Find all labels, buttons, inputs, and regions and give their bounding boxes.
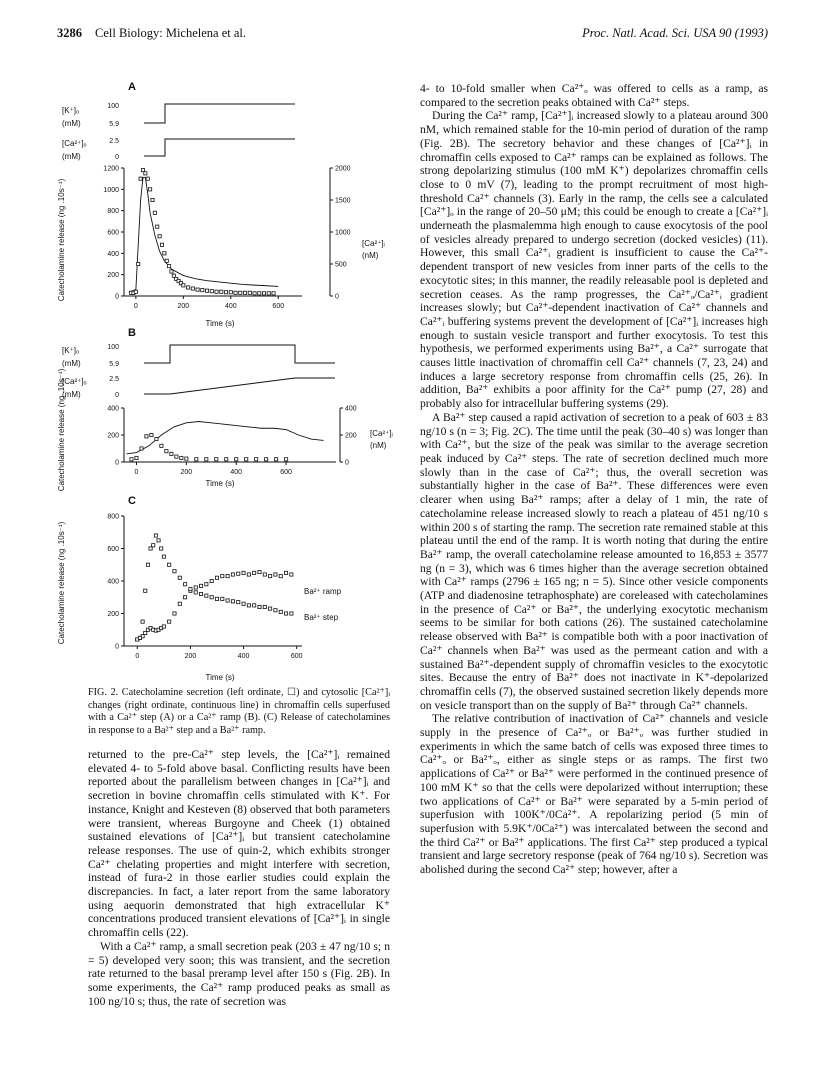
data-point: [210, 290, 213, 293]
data-point: [205, 583, 208, 586]
data-point: [156, 225, 159, 228]
xlabel-c: Time (s): [205, 673, 235, 682]
data-point: [196, 288, 199, 291]
data-point: [163, 252, 166, 255]
page-number: 3286: [57, 26, 82, 40]
data-point: [170, 270, 173, 273]
data-point: [284, 612, 287, 615]
x-tick-label: 0: [134, 469, 139, 476]
ylabel-c: Catecholamine release (ng .10s⁻¹): [57, 521, 66, 645]
y-tick-label: 0: [115, 459, 119, 467]
data-point: [144, 172, 147, 175]
k-low-a: 5.9: [109, 121, 119, 128]
right-paragraph-3: A Ba²⁺ step caused a rapid activation of secretion to a peak of 603 ± 83 ng/10 s (n = 3; Fig. 2C). The time until the peak (30–40 s) was longer than with Ca²⁺, but the size of the peak was similar to the average secretion peak induced by Ca²⁺ steps. The rate of secretion declined much more slowly than in the case of Ca²⁺; thus, the overall secretion was substantially higher in the case of Ba²⁺. These differences were even clearer when using Ba²⁺ ramps; after a delay of 1 min, the rate of catecholamine release increased slowly to reach a plateau of 451 ng/10 s within 200 s of starting the ramp. The secretion rate remained stable at this plateau until the end of the ramp. It is worth noting that during the entire Ba²⁺ ramp, the overall catecholamine release amounted to 16,853 ± 3577 ng (n = 3), which was 6 times higher than the average secretion obtained with Ca²⁺ ramps (2796 ± 165 ng; n = 5). Since other vesicle components (ATP and diadenosine tetraphosphate) are coreleased with catecholamines in the presence of Ca²⁺ or Ba²⁺, the underlying exocytotic mechanism seems to be similar for both cations (26). The sustained catecholamine release observed with Ba²⁺ is compatible both with a poor inactivation of Ca²⁺ channels when Ba²⁺ was used as the permeant cation and with a sustained Ba²⁺-dependent supply of chromaffin vesicles to the exocytotic sites. Because the entry of Ba²⁺ does not inactivate in K⁺-depolarized chromaffin cells (7), the observed sustained secretion likely depends more on vesicle transport than on the supply of Ba²⁺ through Ca²⁺ channels.: [420, 410, 768, 712]
ca-unit-b: (mM): [62, 390, 81, 399]
data-point: [165, 450, 168, 453]
x-tick-label: 400: [237, 653, 250, 660]
data-point: [247, 604, 250, 607]
y-tick-label: 800: [107, 208, 119, 216]
y2-tick-label: 0: [345, 459, 349, 467]
data-point: [237, 572, 240, 575]
figure-2: [40, 68, 410, 682]
y2label-b: [Ca²⁺]ᵢ: [370, 429, 393, 438]
calcium-trace-line: [129, 178, 279, 293]
data-point: [168, 563, 171, 566]
data-point: [199, 584, 202, 587]
data-point: [194, 586, 197, 589]
data-point: [269, 607, 272, 610]
data-point: [184, 596, 187, 599]
data-point: [215, 458, 218, 461]
data-point: [130, 458, 133, 461]
data-point: [141, 620, 144, 623]
x-tick-label: 600: [290, 653, 303, 660]
data-point: [186, 286, 189, 289]
k-trace-b: [144, 345, 335, 363]
data-point: [145, 435, 148, 438]
ca-low-a: 0: [115, 154, 119, 161]
data-point: [272, 292, 275, 295]
data-point: [205, 458, 208, 461]
data-point: [168, 620, 171, 623]
y2unit-b: (nM): [370, 441, 387, 450]
data-point: [146, 177, 149, 180]
data-point: [138, 636, 141, 639]
data-point: [149, 188, 152, 191]
data-point: [245, 458, 248, 461]
data-point: [247, 573, 250, 576]
data-point: [149, 547, 152, 550]
data-point: [157, 539, 160, 542]
data-point: [137, 262, 140, 265]
data-point: [182, 284, 185, 287]
data-point: [199, 592, 202, 595]
left-column: [88, 748, 390, 1008]
data-point: [162, 555, 165, 558]
data-point: [285, 458, 288, 461]
data-point: [279, 610, 282, 613]
data-point: [234, 291, 237, 294]
y2-tick-label: 500: [335, 261, 347, 269]
right-paragraph-1: 4- to 10-fold smaller when Ca²⁺ₒ was offered to cells as a ramp, as compared to the secretion peaks obtained with Ca²⁺ steps.: [420, 82, 768, 109]
data-point: [152, 544, 155, 547]
data-point: [150, 433, 153, 436]
y2-tick-label: 200: [345, 432, 357, 440]
ylabel-b: Catecholamine release (ng .10s⁻¹): [57, 368, 66, 492]
x-tick-label: 0: [133, 303, 138, 310]
data-point: [151, 198, 154, 201]
panel-label-c: C: [128, 495, 136, 507]
x-tick-label: 0: [135, 653, 140, 660]
k-low-b: 5.9: [109, 361, 119, 368]
data-point: [185, 457, 188, 460]
y-tick-label: 400: [107, 250, 119, 258]
data-point: [248, 291, 251, 294]
y-tick-label: 0: [115, 643, 119, 651]
data-point: [184, 583, 187, 586]
data-point: [173, 570, 176, 573]
y-tick-label: 200: [107, 432, 119, 440]
data-point: [242, 602, 245, 605]
data-point: [210, 579, 213, 582]
x-tick-label: 600: [280, 469, 292, 476]
data-point: [195, 458, 198, 461]
data-point: [255, 458, 258, 461]
data-point: [153, 211, 156, 214]
data-point: [201, 289, 204, 292]
data-point: [135, 456, 138, 459]
data-point: [175, 455, 178, 458]
data-point: [155, 437, 158, 440]
data-point: [243, 291, 246, 294]
data-point: [205, 289, 208, 292]
ca-high-b: 2.5: [109, 376, 119, 383]
data-point: [134, 290, 137, 293]
data-point: [178, 576, 181, 579]
data-point: [170, 452, 173, 455]
y2-tick-label: 1500: [335, 197, 351, 205]
k-label-b: [K⁺]ₒ: [62, 346, 80, 355]
data-point: [231, 573, 234, 576]
data-point: [189, 588, 192, 591]
y-tick-label: 0: [115, 293, 119, 301]
data-point: [284, 571, 287, 574]
data-point: [141, 169, 144, 172]
data-point: [139, 177, 142, 180]
data-point: [220, 290, 223, 293]
y-tick-label: 800: [107, 513, 119, 521]
y2-tick-label: 0: [335, 293, 339, 301]
panel-label-a: A: [128, 81, 136, 93]
data-point: [235, 458, 238, 461]
figure-caption: FIG. 2. Catecholamine secretion (left ordinate, ☐) and cytosolic [Ca²⁺]ᵢ changes (right ordinate, continuous line) in chromaffin cells superfused with a Ca²⁺ step (A) or a Ca²⁺ ramp (B). (C) Release of catecholamines in response to a Ba²⁺ step and a Ba²⁺ ramp.: [88, 687, 390, 736]
ca-high-a: 2.5: [109, 138, 119, 145]
data-point: [215, 290, 218, 293]
ca-unit-a: (mM): [62, 152, 81, 161]
y-tick-label: 400: [107, 405, 119, 413]
data-point: [253, 292, 256, 295]
y-tick-label: 200: [107, 611, 119, 618]
k-unit-a: (mM): [62, 119, 81, 128]
xlabel-b: Time (s): [205, 479, 235, 488]
data-point: [263, 605, 266, 608]
data-point: [253, 604, 256, 607]
data-point: [258, 605, 261, 608]
data-point: [221, 575, 224, 578]
y-tick-label: 1200: [103, 165, 119, 173]
k-trace-a: [144, 104, 295, 123]
x-tick-label: 200: [180, 469, 193, 476]
x-tick-label: 600: [272, 303, 285, 310]
data-point: [191, 287, 194, 290]
left-paragraph-2: With a Ca²⁺ ramp, a small secretion peak (203 ± 47 ng/10 s; n = 5) developed very soon; this was transient, and the secretion rate returned to the basal preramp level after 150 s (Fig. 2B). In some experiments, the Ca²⁺ ramp produced peaks as small as 100 ng/10 s; thus, the rate of secretion was: [88, 939, 390, 1008]
plot-a: [103, 166, 350, 311]
data-point: [239, 291, 242, 294]
y-tick-label: 400: [107, 578, 119, 586]
x-tick-label: 400: [224, 303, 237, 310]
y2unit-a: (nM): [362, 251, 379, 260]
data-point: [160, 547, 163, 550]
data-point: [215, 576, 218, 579]
data-point: [158, 235, 161, 238]
data-point: [226, 575, 229, 578]
data-point: [290, 573, 293, 576]
data-point: [258, 292, 261, 295]
data-point: [231, 600, 234, 603]
ca-label-b: [Ca²⁺]ₒ: [62, 377, 87, 386]
data-point: [160, 243, 163, 246]
right-paragraph-2: During the Ca²⁺ ramp, [Ca²⁺]ᵢ increased slowly to a plateau around 300 nM, which remained stable for the 10-min period of duration of the ramp (Fig. 2B). The secretory behavior and these changes of [Ca²⁺]ᵢ in chromaffin cells exposed to Ca²⁺ ramps can be explained as follows. The strong depolarizing stimulus (100 mM K⁺) depolarizes chromaffin cells close to 0 mV (7), leading to the prompt recruitment of most high-threshold Ca²⁺ channels (3). Early in the ramp, the cells see a calculated [Ca²⁺]ₒ in the range of 20–50 μM; this could be enough to create a [Ca²⁺]ᵢ underneath the plasmalemma high enough to cause exocytosis of the pool of vesicles already prepared to undergo secretion (docked vesicles) (11). However, this small Ca²⁺ᵢ gradient is insufficient to cause the Ca²⁺-dependent transport of new vesicles from inner parts of the cells to the exocytotic sites; in this manner, the readily releasable pool is depleted and secretion ceases. As the ramp progresses, the Ca²⁺ₒ/Ca²⁺ᵢ gradient increases slowly; but Ca²⁺-dependent inactivation of Ca²⁺ channels and Ca²⁺ᵢ buffering systems prevent the development of [Ca²⁺]ᵢ increases high enough to sustain vesicle transport and further exocytosis. To test this hypothesis, we performed experiments using Ba²⁺, a Ca²⁺ surrogate that causes little inactivation of chromaffin cell Ca²⁺ channels (7, 23, 24) and induces a large secretory response from chromaffin cells (25, 26). In addition, Ba²⁺ exhibits a poor affinity for the Ca²⁺ pump (27, 28) and probably also for intracellular buffering systems (29).: [420, 109, 768, 411]
data-point: [167, 265, 170, 268]
data-point: [263, 573, 266, 576]
k-label-a: [K⁺]ₒ: [62, 106, 80, 115]
data-point: [165, 259, 168, 262]
data-point: [237, 601, 240, 604]
data-point: [180, 456, 183, 459]
label-ba-ramp: Ba²⁺ ramp: [304, 587, 342, 596]
data-point: [275, 458, 278, 461]
data-point: [215, 597, 218, 600]
data-point: [146, 563, 149, 566]
plot-b: [107, 406, 356, 477]
data-point: [290, 612, 293, 615]
data-point: [242, 571, 245, 574]
x-tick-label: 200: [177, 303, 190, 310]
data-point: [205, 594, 208, 597]
ylabel-a: Catecholamine release (ng .10s⁻¹): [57, 178, 66, 302]
data-point: [210, 596, 213, 599]
ca-low-b: 0: [115, 392, 119, 399]
xlabel-a: Time (s): [205, 319, 235, 328]
data-point: [258, 570, 261, 573]
data-point: [274, 573, 277, 576]
data-point: [267, 292, 270, 295]
data-point: [221, 597, 224, 600]
data-point: [178, 602, 181, 605]
data-point: [144, 589, 147, 592]
y2-tick-label: 400: [345, 405, 357, 413]
data-point: [162, 625, 165, 628]
data-point: [194, 591, 197, 594]
data-point: [262, 292, 265, 295]
data-point: [144, 631, 147, 634]
data-point: [224, 291, 227, 294]
data-point: [160, 444, 163, 447]
k-unit-b: (mM): [62, 359, 81, 368]
journal-citation: Proc. Natl. Acad. Sci. USA 90 (1993): [582, 26, 768, 40]
data-point: [226, 599, 229, 602]
y2label-a: [Ca²⁺]ᵢ: [362, 239, 385, 248]
x-tick-label: 200: [184, 653, 197, 660]
data-point: [140, 447, 143, 450]
ca-label-a: [Ca²⁺]ₒ: [62, 139, 87, 148]
data-point: [279, 575, 282, 578]
data-point: [154, 534, 157, 537]
panel-label-b: B: [128, 327, 136, 339]
data-point: [265, 458, 268, 461]
y-tick-label: 200: [107, 272, 119, 280]
data-point: [269, 575, 272, 578]
right-paragraph-4: The relative contribution of inactivation of Ca²⁺ channels and vesicle supply in the presence of Ca²⁺ₒ or Ba²⁺ₒ was further studied in experiments in which the same batch of cells was exposed three times to Ca²⁺ₒ or Ba²⁺ₒ, either as single steps or as ramps. The first two applications of Ca²⁺ or Ba²⁺ were performed in the continued presence of 100 mM K⁺ so that the cells were depolarized without interruption; these two applications of Ca²⁺ or Ba²⁺ were separated by a 5-min period of superfusion with 100K⁺/0Ca²⁺. A repolarizing period (5 min of superfusion with 5.9K⁺/0Ca²⁺) was intercalated between the second and the third Ca²⁺ or Ba²⁺ applications. The first Ca²⁺ step produced a typical transient and large secretory response (peak of 764 ng/10 s). Secretion was abolished during the second Ca²⁺ step; however, after a: [420, 712, 768, 877]
y2-tick-label: 1000: [335, 229, 351, 237]
data-point: [225, 458, 228, 461]
data-point: [172, 274, 175, 277]
plot-c: [107, 514, 302, 661]
y-tick-label: 1000: [103, 186, 119, 194]
k-high-b: 100: [107, 344, 119, 351]
running-header: [57, 26, 768, 42]
ca-trace-b: [144, 378, 335, 394]
journal-section-title: Cell Biology: Michelena et al.: [95, 26, 247, 40]
data-point: [173, 612, 176, 615]
label-ba-step: Ba²⁺ step: [304, 613, 339, 622]
x-tick-label: 400: [230, 469, 243, 476]
y2-tick-label: 2000: [335, 165, 351, 173]
y-tick-label: 600: [107, 229, 119, 237]
data-point: [229, 291, 232, 294]
right-column: [420, 82, 768, 877]
data-point: [274, 609, 277, 612]
y-tick-label: 600: [107, 546, 119, 553]
left-paragraph-1: returned to the pre-Ca²⁺ step levels, the [Ca²⁺]ᵢ remained elevated 4- to 5-fold above basal. Conflicting results have been reported about the parallelism between changes in [Ca²⁺]ᵢ and secretion in bovine chromaffin cells stimulated with K⁺. For instance, Knight and Kesteven (8) observed that both parameters were transient, whereas Burgoyne and Cheek (1) obtained sustained elevations of [Ca²⁺]ᵢ but transient catecholamine release responses. The use of quin-2, which exhibits stronger Ca²⁺ chelating properties and might interfere with secretion, instead of fura-2 in those earlier studies could explain the discrepancies. In fact, a later report from the same laboratory using aequorin demonstrated that high extracellular K⁺ concentrations produced transient elevations of [Ca²⁺]ᵢ in single chromaffin cells (22).: [88, 748, 390, 940]
ca-trace-a: [144, 139, 295, 156]
k-high-a: 100: [107, 103, 119, 110]
data-point: [253, 571, 256, 574]
